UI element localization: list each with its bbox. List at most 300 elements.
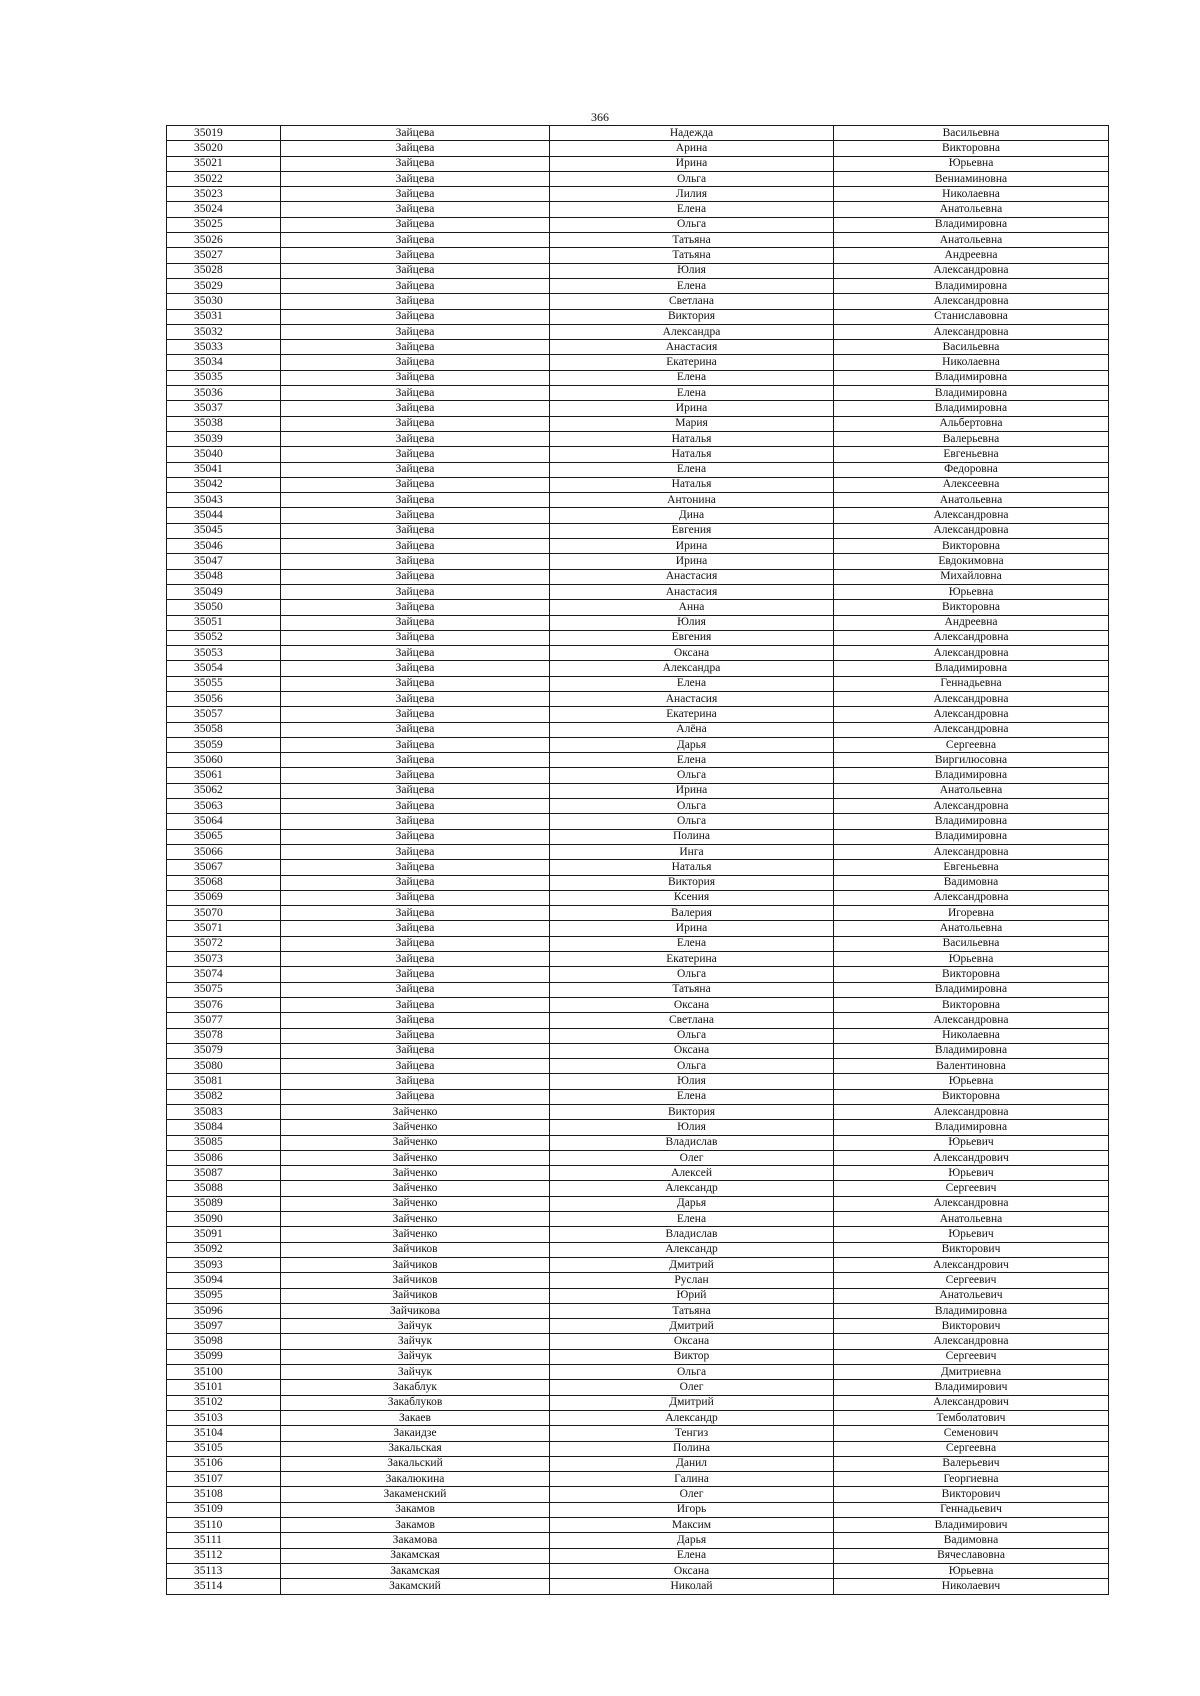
table-row <box>167 661 1109 676</box>
patronymic-cell: Александровна <box>834 630 1109 645</box>
record-number-cell: 35024 <box>167 202 281 217</box>
table-row <box>167 1365 1109 1380</box>
surname-cell: Зайцева <box>281 615 550 630</box>
table-row <box>167 1166 1109 1181</box>
record-number-cell: 35038 <box>167 416 281 431</box>
patronymic-cell: Геннадьевна <box>834 676 1109 691</box>
table-row <box>167 1089 1109 1104</box>
patronymic-cell: Александровна <box>834 1013 1109 1028</box>
record-number-cell: 35094 <box>167 1273 281 1288</box>
record-number-cell: 35044 <box>167 508 281 523</box>
record-number-cell: 35098 <box>167 1334 281 1349</box>
first-name-cell: Ольга <box>550 171 834 186</box>
patronymic-cell: Юрьевич <box>834 1135 1109 1150</box>
table-row <box>167 493 1109 508</box>
patronymic-cell: Владимировна <box>834 768 1109 783</box>
record-number-cell: 35041 <box>167 462 281 477</box>
surname-cell: Зайчикова <box>281 1303 550 1318</box>
first-name-cell: Юрий <box>550 1288 834 1303</box>
first-name-cell: Елена <box>550 936 834 951</box>
patronymic-cell: Геннадьевич <box>834 1502 1109 1517</box>
record-number-cell: 35022 <box>167 171 281 186</box>
surname-cell: Зайцева <box>281 202 550 217</box>
record-number-cell: 35105 <box>167 1441 281 1456</box>
patronymic-cell: Викторовна <box>834 1089 1109 1104</box>
patronymic-cell: Юрьевна <box>834 1563 1109 1578</box>
first-name-cell: Игорь <box>550 1502 834 1517</box>
record-number-cell: 35106 <box>167 1456 281 1471</box>
record-number-cell: 35069 <box>167 890 281 905</box>
patronymic-cell: Владимировна <box>834 401 1109 416</box>
patronymic-cell: Владимировна <box>834 1120 1109 1135</box>
table-row <box>167 187 1109 202</box>
record-number-cell: 35031 <box>167 309 281 324</box>
surname-cell: Зайцева <box>281 676 550 691</box>
table-row <box>167 569 1109 584</box>
first-name-cell: Дмитрий <box>550 1257 834 1272</box>
table-row <box>167 707 1109 722</box>
first-name-cell: Ольга <box>550 799 834 814</box>
table-row <box>167 676 1109 691</box>
patronymic-cell: Юрьевич <box>834 1227 1109 1242</box>
record-number-cell: 35110 <box>167 1518 281 1533</box>
patronymic-cell: Александровна <box>834 707 1109 722</box>
first-name-cell: Олег <box>550 1380 834 1395</box>
surname-cell: Зайцева <box>281 936 550 951</box>
first-name-cell: Ирина <box>550 783 834 798</box>
record-number-cell: 35065 <box>167 829 281 844</box>
table-row <box>167 1349 1109 1364</box>
surname-cell: Зайцева <box>281 799 550 814</box>
record-number-cell: 35086 <box>167 1150 281 1165</box>
patronymic-cell: Владимировна <box>834 217 1109 232</box>
patronymic-cell: Семенович <box>834 1426 1109 1441</box>
table-row <box>167 1380 1109 1395</box>
first-name-cell: Елена <box>550 370 834 385</box>
first-name-cell: Валерия <box>550 906 834 921</box>
record-number-cell: 35101 <box>167 1380 281 1395</box>
record-number-cell: 35114 <box>167 1579 281 1594</box>
patronymic-cell: Владимировна <box>834 370 1109 385</box>
first-name-cell: Данил <box>550 1456 834 1471</box>
table-row <box>167 844 1109 859</box>
record-number-cell: 35088 <box>167 1181 281 1196</box>
first-name-cell: Ирина <box>550 921 834 936</box>
patronymic-cell: Владимировна <box>834 982 1109 997</box>
record-number-cell: 35103 <box>167 1410 281 1425</box>
surname-cell: Зайцева <box>281 1059 550 1074</box>
record-number-cell: 35062 <box>167 783 281 798</box>
record-number-cell: 35047 <box>167 554 281 569</box>
table-row <box>167 1273 1109 1288</box>
record-number-cell: 35023 <box>167 187 281 202</box>
table-row <box>167 1181 1109 1196</box>
patronymic-cell: Васильевна <box>834 936 1109 951</box>
record-number-cell: 35036 <box>167 386 281 401</box>
record-number-cell: 35073 <box>167 952 281 967</box>
record-number-cell: 35033 <box>167 340 281 355</box>
first-name-cell: Светлана <box>550 294 834 309</box>
first-name-cell: Максим <box>550 1518 834 1533</box>
first-name-cell: Александр <box>550 1181 834 1196</box>
table-row <box>167 309 1109 324</box>
table-row <box>167 982 1109 997</box>
first-name-cell: Юлия <box>550 1074 834 1089</box>
first-name-cell: Татьяна <box>550 248 834 263</box>
table-row <box>167 1105 1109 1120</box>
patronymic-cell: Федоровна <box>834 462 1109 477</box>
first-name-cell: Екатерина <box>550 707 834 722</box>
record-number-cell: 35090 <box>167 1212 281 1227</box>
patronymic-cell: Евгеньевна <box>834 860 1109 875</box>
table-row <box>167 600 1109 615</box>
patronymic-cell: Владимировна <box>834 661 1109 676</box>
record-number-cell: 35070 <box>167 906 281 921</box>
record-number-cell: 35108 <box>167 1487 281 1502</box>
patronymic-cell: Сергеевна <box>834 1441 1109 1456</box>
table-row <box>167 462 1109 477</box>
table-row <box>167 1059 1109 1074</box>
table-row <box>167 1487 1109 1502</box>
surname-cell: Зайчиков <box>281 1288 550 1303</box>
surname-cell: Зайцева <box>281 906 550 921</box>
surname-cell: Закамская <box>281 1548 550 1563</box>
patronymic-cell: Александрович <box>834 1257 1109 1272</box>
patronymic-cell: Викторовна <box>834 141 1109 156</box>
table-row <box>167 1135 1109 1150</box>
first-name-cell: Наталья <box>550 860 834 875</box>
table-row <box>167 324 1109 339</box>
patronymic-cell: Анатольевна <box>834 921 1109 936</box>
record-number-cell: 35107 <box>167 1472 281 1487</box>
table-row <box>167 477 1109 492</box>
record-number-cell: 35068 <box>167 875 281 890</box>
table-row <box>167 1288 1109 1303</box>
table-row <box>167 1028 1109 1043</box>
record-number-cell: 35027 <box>167 248 281 263</box>
record-number-cell: 35087 <box>167 1166 281 1181</box>
patronymic-cell: Александровна <box>834 844 1109 859</box>
first-name-cell: Наталья <box>550 447 834 462</box>
table-row <box>167 615 1109 630</box>
patronymic-cell: Николаевич <box>834 1579 1109 1594</box>
table-row <box>167 233 1109 248</box>
record-number-cell: 35091 <box>167 1227 281 1242</box>
table-row <box>167 1303 1109 1318</box>
record-number-cell: 35074 <box>167 967 281 982</box>
first-name-cell: Дарья <box>550 1533 834 1548</box>
table-row <box>167 447 1109 462</box>
surname-cell: Закамский <box>281 1579 550 1594</box>
surname-cell: Зайцева <box>281 416 550 431</box>
patronymic-cell: Николаевна <box>834 187 1109 202</box>
surname-cell: Зайцева <box>281 554 550 569</box>
table-row <box>167 630 1109 645</box>
table-row <box>167 860 1109 875</box>
record-number-cell: 35035 <box>167 370 281 385</box>
table-row <box>167 1074 1109 1089</box>
patronymic-cell: Альбертовна <box>834 416 1109 431</box>
record-number-cell: 35095 <box>167 1288 281 1303</box>
patronymic-cell: Вениаминовна <box>834 171 1109 186</box>
first-name-cell: Елена <box>550 1089 834 1104</box>
patronymic-cell: Алексеевна <box>834 477 1109 492</box>
surname-cell: Зайцева <box>281 661 550 676</box>
record-number-cell: 35032 <box>167 324 281 339</box>
table-row <box>167 1579 1109 1594</box>
patronymic-cell: Сергеевич <box>834 1349 1109 1364</box>
first-name-cell: Дмитрий <box>550 1395 834 1410</box>
surname-cell: Зайцева <box>281 171 550 186</box>
surname-cell: Зайчук <box>281 1349 550 1364</box>
surname-cell: Зайцева <box>281 539 550 554</box>
first-name-cell: Ольга <box>550 967 834 982</box>
record-number-cell: 35037 <box>167 401 281 416</box>
table-row <box>167 1334 1109 1349</box>
table-row <box>167 646 1109 661</box>
record-number-cell: 35078 <box>167 1028 281 1043</box>
surname-cell: Зайцева <box>281 187 550 202</box>
patronymic-cell: Вячеславовна <box>834 1548 1109 1563</box>
table-row <box>167 202 1109 217</box>
surname-cell: Закамская <box>281 1563 550 1578</box>
patronymic-cell: Михайловна <box>834 569 1109 584</box>
record-number-cell: 35021 <box>167 156 281 171</box>
patronymic-cell: Анатольевич <box>834 1288 1109 1303</box>
table-row <box>167 1212 1109 1227</box>
patronymic-cell: Виргилюсовна <box>834 753 1109 768</box>
surname-cell: Закамова <box>281 1533 550 1548</box>
surname-cell: Зайцева <box>281 844 550 859</box>
roster-body <box>167 126 1109 1595</box>
surname-cell: Закаблук <box>281 1380 550 1395</box>
first-name-cell: Евгения <box>550 523 834 538</box>
patronymic-cell: Александровна <box>834 294 1109 309</box>
first-name-cell: Екатерина <box>550 952 834 967</box>
record-number-cell: 35083 <box>167 1105 281 1120</box>
first-name-cell: Елена <box>550 753 834 768</box>
surname-cell: Зайцева <box>281 447 550 462</box>
table-row <box>167 936 1109 951</box>
surname-cell: Зайцева <box>281 997 550 1012</box>
table-row <box>167 1043 1109 1058</box>
record-number-cell: 35097 <box>167 1319 281 1334</box>
table-row <box>167 722 1109 737</box>
record-number-cell: 35040 <box>167 447 281 462</box>
first-name-cell: Виктория <box>550 875 834 890</box>
table-row <box>167 431 1109 446</box>
first-name-cell: Светлана <box>550 1013 834 1028</box>
first-name-cell: Галина <box>550 1472 834 1487</box>
record-number-cell: 35034 <box>167 355 281 370</box>
patronymic-cell: Юрьевна <box>834 584 1109 599</box>
patronymic-cell: Валерьевич <box>834 1456 1109 1471</box>
first-name-cell: Руслан <box>550 1273 834 1288</box>
patronymic-cell: Викторович <box>834 1242 1109 1257</box>
first-name-cell: Елена <box>550 1548 834 1563</box>
table-row <box>167 1426 1109 1441</box>
surname-cell: Зайчук <box>281 1334 550 1349</box>
table-row <box>167 1472 1109 1487</box>
record-number-cell: 35072 <box>167 936 281 951</box>
surname-cell: Зайченко <box>281 1227 550 1242</box>
record-number-cell: 35057 <box>167 707 281 722</box>
first-name-cell: Тенгиз <box>550 1426 834 1441</box>
table-row <box>167 416 1109 431</box>
surname-cell: Зайцева <box>281 141 550 156</box>
patronymic-cell: Вадимовна <box>834 1533 1109 1548</box>
patronymic-cell: Евдокимовна <box>834 554 1109 569</box>
first-name-cell: Дарья <box>550 737 834 752</box>
first-name-cell: Александра <box>550 324 834 339</box>
record-number-cell: 35028 <box>167 263 281 278</box>
surname-cell: Зайцева <box>281 737 550 752</box>
table-row <box>167 799 1109 814</box>
patronymic-cell: Георгиевна <box>834 1472 1109 1487</box>
first-name-cell: Оксана <box>550 1334 834 1349</box>
table-row <box>167 890 1109 905</box>
record-number-cell: 35039 <box>167 431 281 446</box>
first-name-cell: Оксана <box>550 1043 834 1058</box>
record-number-cell: 35053 <box>167 646 281 661</box>
patronymic-cell: Александровна <box>834 508 1109 523</box>
patronymic-cell: Игоревна <box>834 906 1109 921</box>
surname-cell: Зайцева <box>281 600 550 615</box>
first-name-cell: Екатерина <box>550 355 834 370</box>
patronymic-cell: Викторовна <box>834 539 1109 554</box>
surname-cell: Зайчиков <box>281 1257 550 1272</box>
patronymic-cell: Александровна <box>834 1105 1109 1120</box>
record-number-cell: 35071 <box>167 921 281 936</box>
patronymic-cell: Васильевна <box>834 340 1109 355</box>
table-row <box>167 1319 1109 1334</box>
record-number-cell: 35046 <box>167 539 281 554</box>
surname-cell: Зайцева <box>281 462 550 477</box>
surname-cell: Зайцева <box>281 523 550 538</box>
patronymic-cell: Владимировна <box>834 829 1109 844</box>
surname-cell: Зайченко <box>281 1212 550 1227</box>
first-name-cell: Ксения <box>550 890 834 905</box>
surname-cell: Зайцева <box>281 156 550 171</box>
first-name-cell: Ольга <box>550 814 834 829</box>
record-number-cell: 35060 <box>167 753 281 768</box>
table-row <box>167 768 1109 783</box>
patronymic-cell: Станиславовна <box>834 309 1109 324</box>
surname-cell: Зайцева <box>281 722 550 737</box>
record-number-cell: 35082 <box>167 1089 281 1104</box>
record-number-cell: 35063 <box>167 799 281 814</box>
roster-table <box>166 125 1109 1595</box>
patronymic-cell: Юрьевна <box>834 156 1109 171</box>
first-name-cell: Ольга <box>550 1059 834 1074</box>
patronymic-cell: Александрович <box>834 1150 1109 1165</box>
first-name-cell: Полина <box>550 1441 834 1456</box>
first-name-cell: Ольга <box>550 217 834 232</box>
record-number-cell: 35076 <box>167 997 281 1012</box>
table-row <box>167 171 1109 186</box>
first-name-cell: Надежда <box>550 126 834 141</box>
table-row <box>167 278 1109 293</box>
surname-cell: Зайцева <box>281 860 550 875</box>
table-row <box>167 156 1109 171</box>
patronymic-cell: Александровна <box>834 523 1109 538</box>
surname-cell: Зайцева <box>281 386 550 401</box>
first-name-cell: Оксана <box>550 997 834 1012</box>
patronymic-cell: Александровна <box>834 722 1109 737</box>
first-name-cell: Анастасия <box>550 584 834 599</box>
first-name-cell: Дина <box>550 508 834 523</box>
record-number-cell: 35096 <box>167 1303 281 1318</box>
patronymic-cell: Евгеньевна <box>834 447 1109 462</box>
surname-cell: Зайцева <box>281 217 550 232</box>
table-row <box>167 1502 1109 1517</box>
surname-cell: Зайцева <box>281 126 550 141</box>
table-row <box>167 1410 1109 1425</box>
table-row <box>167 126 1109 141</box>
surname-cell: Зайцева <box>281 401 550 416</box>
first-name-cell: Дмитрий <box>550 1319 834 1334</box>
table-row <box>167 1563 1109 1578</box>
table-row <box>167 294 1109 309</box>
first-name-cell: Николай <box>550 1579 834 1594</box>
table-row <box>167 217 1109 232</box>
table-row <box>167 1395 1109 1410</box>
first-name-cell: Анастасия <box>550 340 834 355</box>
surname-cell: Зайцева <box>281 1089 550 1104</box>
surname-cell: Зайцева <box>281 646 550 661</box>
surname-cell: Зайцева <box>281 768 550 783</box>
patronymic-cell: Вадимовна <box>834 875 1109 890</box>
patronymic-cell: Валентиновна <box>834 1059 1109 1074</box>
surname-cell: Зайцева <box>281 278 550 293</box>
record-number-cell: 35020 <box>167 141 281 156</box>
record-number-cell: 35100 <box>167 1365 281 1380</box>
patronymic-cell: Александровна <box>834 691 1109 706</box>
surname-cell: Зайцева <box>281 967 550 982</box>
first-name-cell: Инга <box>550 844 834 859</box>
table-row <box>167 355 1109 370</box>
first-name-cell: Анастасия <box>550 569 834 584</box>
table-row <box>167 523 1109 538</box>
first-name-cell: Дарья <box>550 1196 834 1211</box>
surname-cell: Зайцева <box>281 829 550 844</box>
patronymic-cell: Викторовна <box>834 997 1109 1012</box>
table-row <box>167 1518 1109 1533</box>
patronymic-cell: Андреевна <box>834 248 1109 263</box>
record-number-cell: 35045 <box>167 523 281 538</box>
first-name-cell: Елена <box>550 676 834 691</box>
patronymic-cell: Владимировна <box>834 386 1109 401</box>
surname-cell: Зайцева <box>281 477 550 492</box>
first-name-cell: Ирина <box>550 401 834 416</box>
surname-cell: Зайцева <box>281 982 550 997</box>
first-name-cell: Владислав <box>550 1227 834 1242</box>
record-number-cell: 35089 <box>167 1196 281 1211</box>
patronymic-cell: Владимировна <box>834 814 1109 829</box>
first-name-cell: Юлия <box>550 1120 834 1135</box>
first-name-cell: Полина <box>550 829 834 844</box>
surname-cell: Зайцева <box>281 233 550 248</box>
table-row <box>167 829 1109 844</box>
record-number-cell: 35092 <box>167 1242 281 1257</box>
patronymic-cell: Анатольевна <box>834 1212 1109 1227</box>
surname-cell: Зайцева <box>281 508 550 523</box>
record-number-cell: 35066 <box>167 844 281 859</box>
table-row <box>167 340 1109 355</box>
surname-cell: Закамов <box>281 1502 550 1517</box>
record-number-cell: 35093 <box>167 1257 281 1272</box>
first-name-cell: Олег <box>550 1150 834 1165</box>
